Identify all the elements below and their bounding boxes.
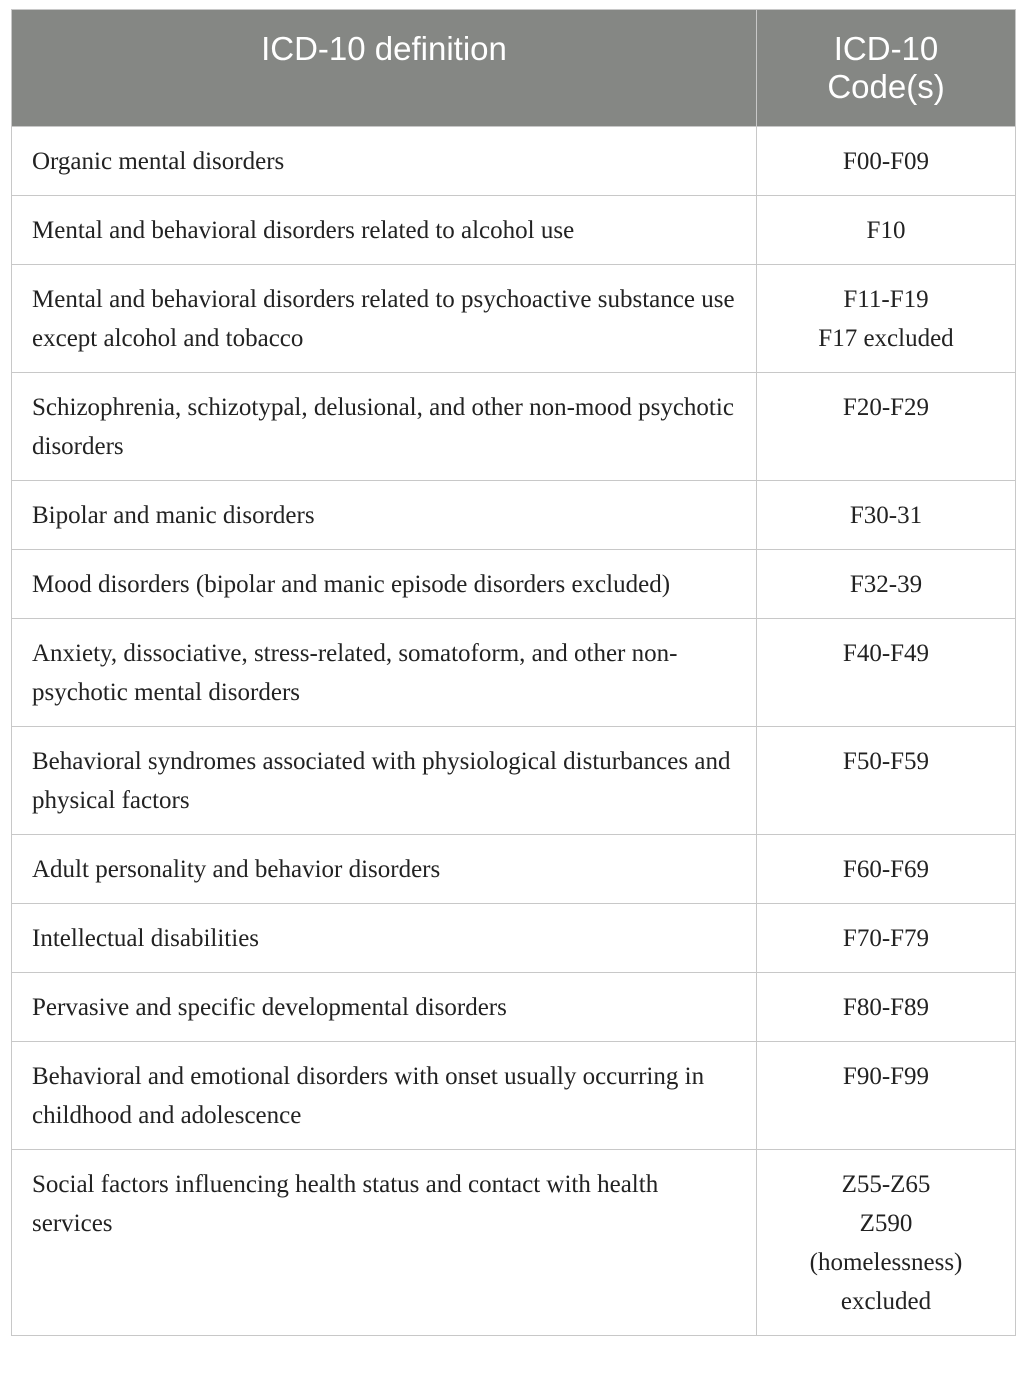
table-row <box>12 835 1016 904</box>
table-row <box>12 1042 1016 1150</box>
code-line: (homelessness) <box>809 1249 963 1276</box>
code-line: F20-F29 <box>842 394 930 421</box>
table-row <box>12 973 1016 1042</box>
code-cell <box>757 265 1016 373</box>
table-row <box>12 481 1016 550</box>
definition-cell: Mental and behavioral disorders related to psychoactive substance use except alcohol and tobacco <box>12 265 757 373</box>
table-row <box>12 904 1016 973</box>
definition-cell: Bipolar and manic disorders <box>12 481 757 550</box>
code-line: F32-39 <box>849 571 923 598</box>
definition-cell: Behavioral syndromes associated with physiological disturbances and physical factors <box>12 727 757 835</box>
table-row <box>12 373 1016 481</box>
code-cell <box>757 835 1016 904</box>
icd10-table <box>11 9 1016 1336</box>
code-line: F30-31 <box>849 502 923 529</box>
code-line: Z55-Z65 <box>841 1171 931 1198</box>
code-line: F50-F59 <box>842 748 930 775</box>
table-row <box>12 550 1016 619</box>
code-line: F40-F49 <box>842 640 930 667</box>
definition-cell: Pervasive and specific developmental disorders <box>12 973 757 1042</box>
header-codes-line1: ICD-10 <box>833 30 939 67</box>
definition-cell: Organic mental disorders <box>12 127 757 196</box>
code-cell <box>757 196 1016 265</box>
code-cell <box>757 1042 1016 1150</box>
code-line: F11-F19 <box>843 286 929 313</box>
code-line: F10 <box>866 217 906 244</box>
header-row <box>12 10 1016 127</box>
definition-cell: Anxiety, dissociative, stress-related, somatoform, and other non-psychotic mental disorders <box>12 619 757 727</box>
code-cell <box>757 973 1016 1042</box>
definition-cell: Intellectual disabilities <box>12 904 757 973</box>
table-row <box>12 127 1016 196</box>
header-codes-line2: Code(s) <box>827 68 945 105</box>
definition-cell: Adult personality and behavior disorders <box>12 835 757 904</box>
definition-cell: Mood disorders (bipolar and manic episode disorders excluded) <box>12 550 757 619</box>
code-cell <box>757 1150 1016 1336</box>
code-cell <box>757 481 1016 550</box>
table-row <box>12 619 1016 727</box>
header-codes <box>757 10 1016 127</box>
code-line: F00-F09 <box>842 148 930 175</box>
code-line: excluded <box>840 1288 932 1315</box>
code-cell <box>757 619 1016 727</box>
code-line: F17 excluded <box>818 325 954 352</box>
table-row <box>12 196 1016 265</box>
code-cell <box>757 550 1016 619</box>
definition-cell: Behavioral and emotional disorders with onset usually occurring in childhood and adolescence <box>12 1042 757 1150</box>
code-cell <box>757 727 1016 835</box>
header-definition: ICD-10 definition <box>12 10 757 127</box>
table-body <box>12 127 1016 1336</box>
table-row <box>12 265 1016 373</box>
code-line: Z590 <box>859 1210 913 1237</box>
definition-cell: Mental and behavioral disorders related to alcohol use <box>12 196 757 265</box>
code-cell <box>757 127 1016 196</box>
code-line: F80-F89 <box>842 994 930 1021</box>
code-cell <box>757 904 1016 973</box>
table-header <box>12 10 1016 127</box>
definition-cell: Schizophrenia, schizotypal, delusional, and other non-mood psychotic disorders <box>12 373 757 481</box>
code-line: F90-F99 <box>842 1063 930 1090</box>
code-line: F70-F79 <box>842 925 930 952</box>
definition-cell: Social factors influencing health status and contact with health services <box>12 1150 757 1336</box>
table-row <box>12 1150 1016 1336</box>
code-line: F60-F69 <box>842 856 930 883</box>
code-cell <box>757 373 1016 481</box>
table-row <box>12 727 1016 835</box>
